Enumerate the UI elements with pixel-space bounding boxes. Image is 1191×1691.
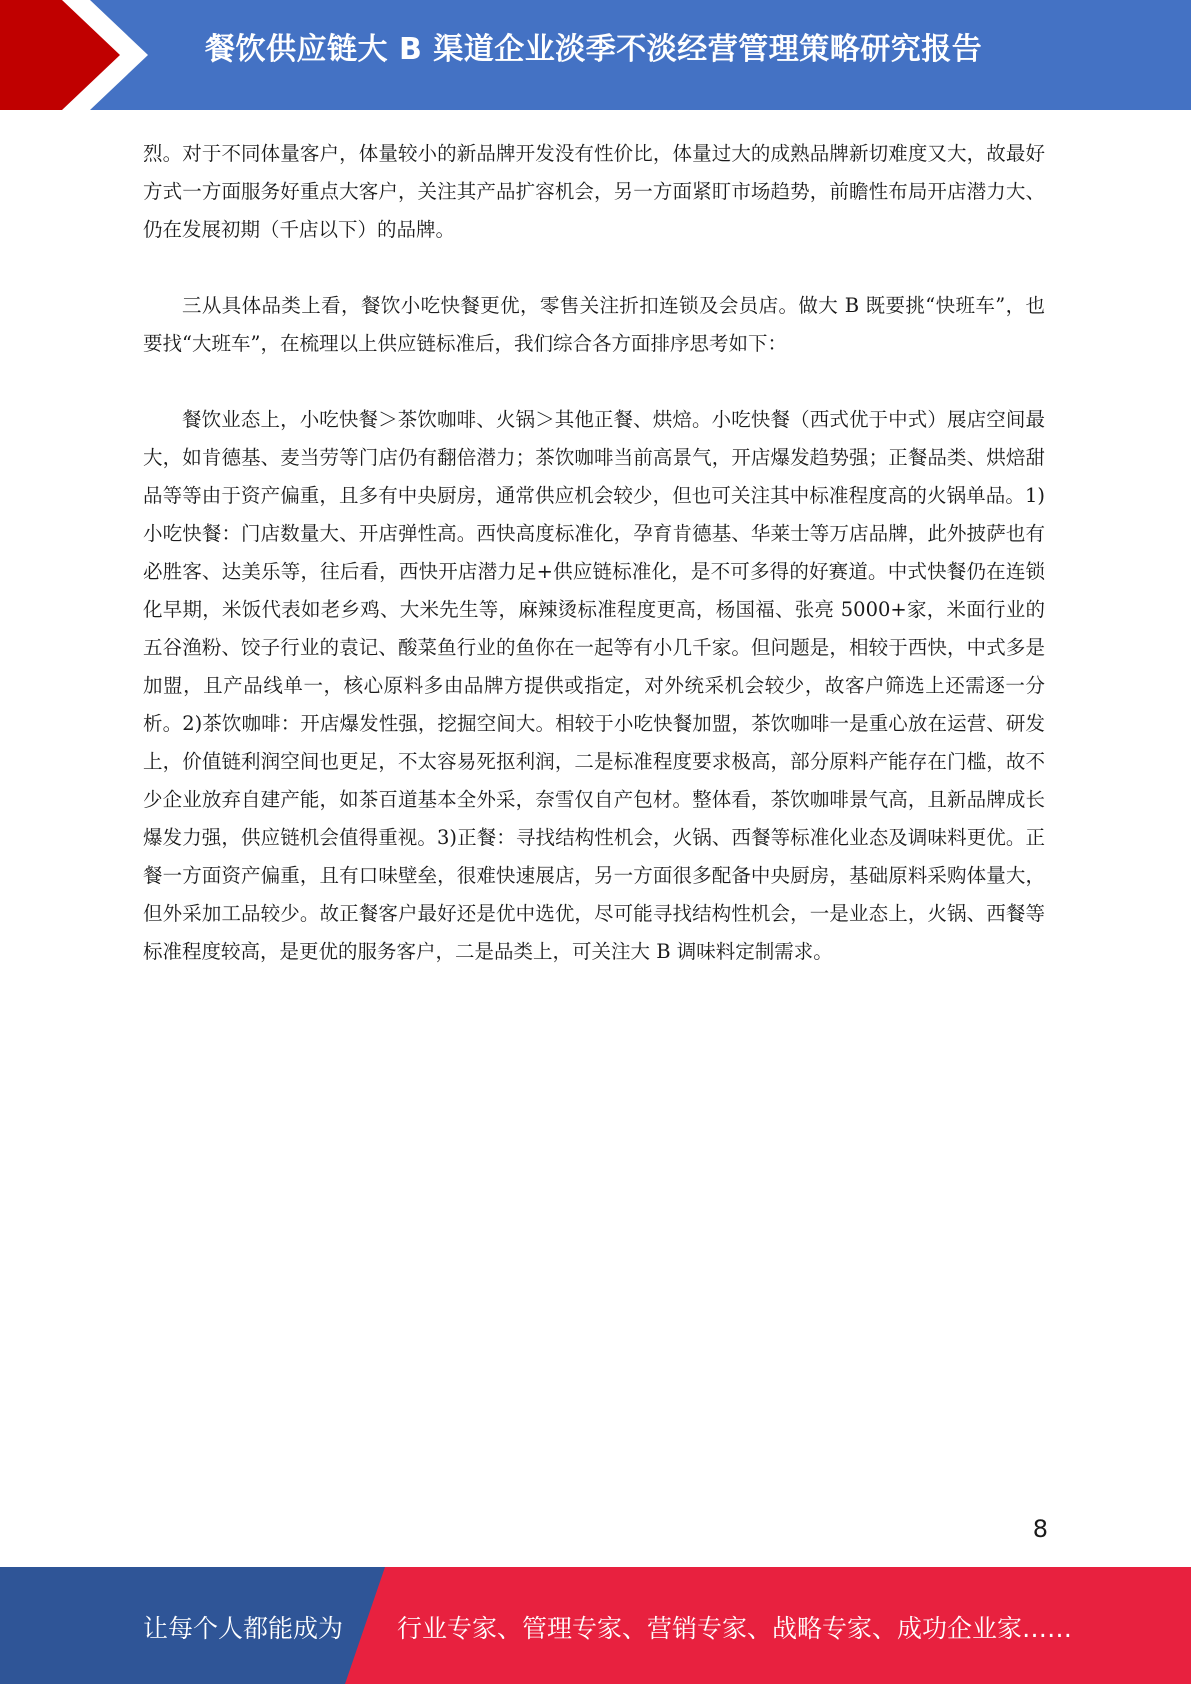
page-header xyxy=(0,0,1191,110)
footer-slogan-right: 行业专家、管理专家、营销专家、战略专家、成功企业家…… xyxy=(397,1614,1073,1643)
main-content xyxy=(143,135,1045,1009)
page-footer xyxy=(0,1567,1191,1684)
footer-slogan-left: 让每个人都能成为 xyxy=(143,1614,344,1643)
paragraph-1: 烈。对于不同体量客户，体量较小的新品牌开发没有性价比，体量过大的成熟品牌新切难度又大，故最好方式一方面服务好重点大客户，关注其产品扩容机会，另一方面紧盯市场趋势，前瞻性布局开店潜力大、仍在发展初期（千店以下）的品牌。 xyxy=(143,142,1045,241)
page-number: 8 xyxy=(1032,1515,1048,1543)
header-arrow-decoration xyxy=(0,0,160,110)
paragraph-3: 餐饮业态上，小吃快餐＞茶饮咖啡、火锅＞其他正餐、烘焙。小吃快餐（西式优于中式）展店空间最大，如肯德基、麦当劳等门店仍有翻倍潜力；茶饮咖啡当前高景气，开店爆发趋势强；正餐品类、烘焙甜品等等由于资产偏重，且多有中央厨房，通常供应机会较少，但也可关注其中标准程度高的火锅单品。1)小吃快餐：门店数量大、开店弹性高。西快高度标准化，孕育肯德基、华莱士等万店品牌，此外披萨也有必胜客、达美乐等，往后看，西快开店潜力足+供应链标准化，是不可多得的好赛道。中式快餐仍在连锁化早期，米饭代表如老乡鸡、大米先生等，麻辣烫标准程度更高，杨国福、张亮 5000+家，米面行业的五谷渔粉、饺子行业的袁记、酸菜鱼行业的鱼你在一起等有小几千家。但问题是，相较于西快，中式多是加盟，且产品线单一，核心原料多由品牌方提供或指定，对外统采机会较少，故客户筛选上还需逐一分析。2)茶饮咖啡：开店爆发性强，挖掘空间大。相较于小吃快餐加盟，茶饮咖啡一是重心放在运营、研发上，价值链利润空间也更足，不太容易死抠利润，二是标准程度要求极高，部分原料产能存在门槛，故不少企业放弃自建产能，如茶百道基本全外采，奈雪仅自产包材。整体看，茶饮咖啡景气高，且新品牌成长爆发力强，供应链机会值得重视。3)正餐：寻找结构性机会，火锅、西餐等标准化业态及调味料更优。正餐一方面资产偏重，且有口味壁垒，很难快速展店，另一方面很多配备中央厨房，基础原料采购体量大，但外采加工品较少。故正餐客户最好还是优中选优，尽可能寻找结构性机会，一是业态上，火锅、西餐等标准程度较高，是更优的服务客户，二是品类上，可关注大 B 调味料定制需求。 xyxy=(143,408,1045,963)
paragraph-2: 三从具体品类上看，餐饮小吃快餐更优，零售关注折扣连锁及会员店。做大 B 既要挑“快班车”，也要找“大班车”，在梳理以上供应链标准后，我们综合各方面排序思考如下： xyxy=(143,294,1045,355)
report-title: 餐饮供应链大 B 渠道企业淡季不淡经营管理策略研究报告 xyxy=(205,32,983,67)
